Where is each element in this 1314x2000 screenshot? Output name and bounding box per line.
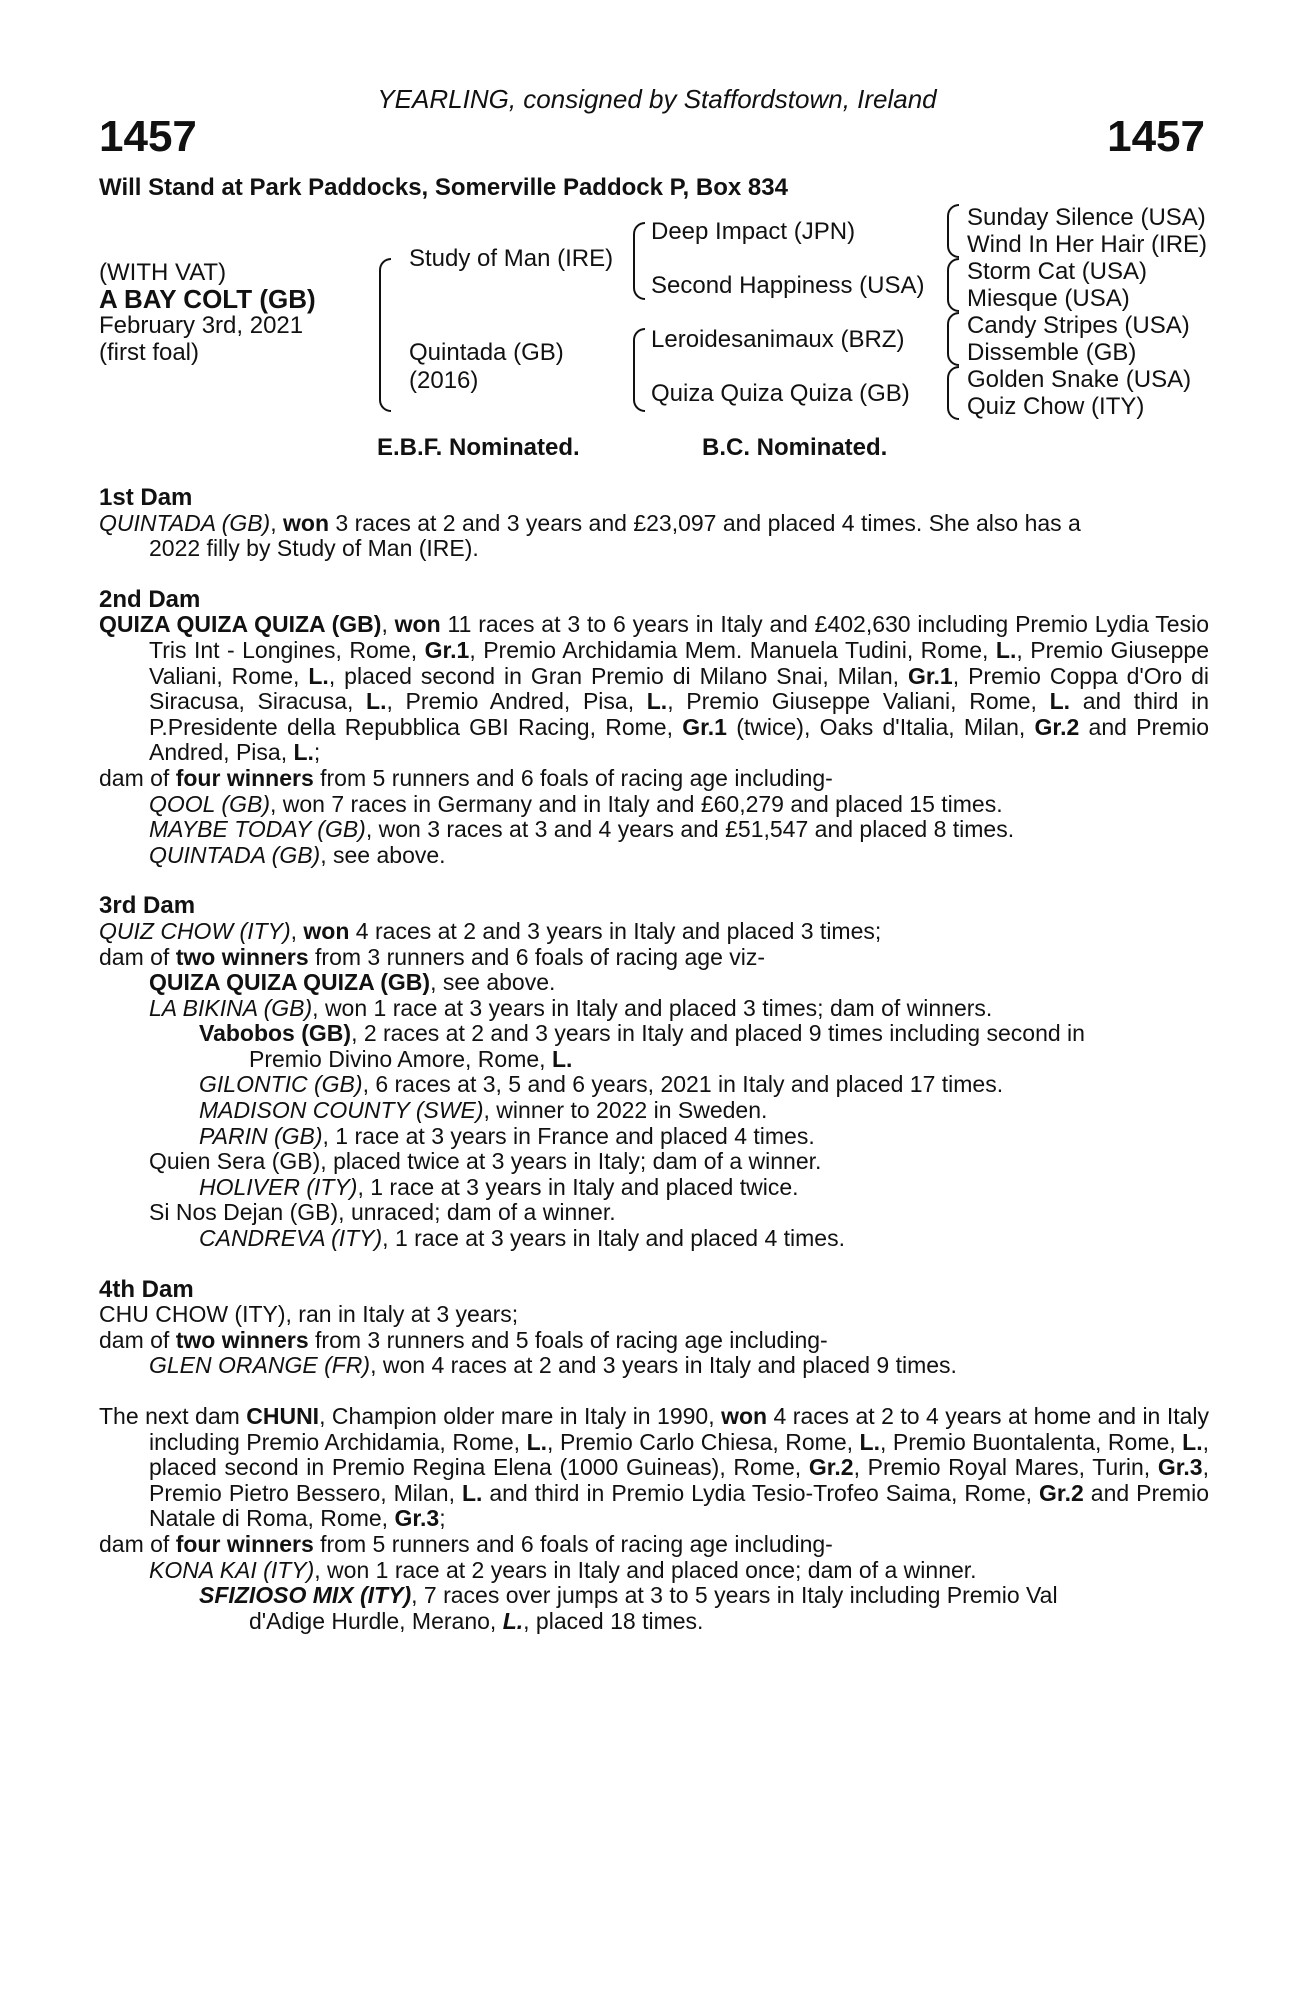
catalogue-subtitle: YEARLING, consigned by Staffordstown, Ireland — [377, 84, 937, 114]
second-dam-t10: and Premio Andred, Pisa, — [149, 713, 1209, 766]
progeny-quiza — [99, 970, 1209, 996]
progeny-gilontic-name: GILONTIC (GB) — [199, 1071, 363, 1098]
pedigree-ddd: Quiz Chow (ITY) — [967, 393, 1145, 420]
next-dam-name: CHUNI — [246, 1403, 320, 1429]
third-dam-text: 4 races at 2 and 3 years in Italy and placed 3 times; — [349, 917, 882, 944]
first-dam-won: won — [283, 509, 330, 536]
second-dam-t5: , Premio Coppa d'Oro di Siracusa, Siracusa, — [149, 662, 1209, 715]
pedigree-sire-dam: Second Happiness (USA) — [651, 272, 925, 299]
next-dam-t8: and third in Premio Lydia Tesio-Trofeo Saima, Rome, — [482, 1479, 1040, 1506]
third-dam-line: QUIZ CHOW (ITY), won 4 races at 2 and 3 years in Italy and placed 3 times; — [99, 917, 882, 944]
pedigree-ssd: Wind In Her Hair (IRE) — [967, 231, 1208, 258]
next-dam-t4: , Premio Buontalenta, Rome, — [879, 1428, 1183, 1455]
next-dam-t7: , Premio Pietro Bessero, Milan, — [149, 1454, 1209, 1506]
fourth-dam-produce — [99, 1328, 1209, 1354]
third-dam-heading: 3rd Dam — [99, 892, 196, 920]
pedigree-brace-sd — [947, 258, 959, 312]
progeny-quiza-text: , see above. — [430, 969, 556, 996]
pedigree-sds: Storm Cat (USA) — [967, 258, 1148, 285]
first-dam-heading: 1st Dam — [99, 484, 193, 511]
next-dam-won: won — [721, 1403, 768, 1429]
lot-number-left: 1457 — [99, 112, 197, 161]
progeny-candreva — [99, 1226, 1209, 1252]
pedigree-sss: Sunday Silence (USA) — [967, 204, 1206, 231]
progeny-vabobos-line2 — [99, 1047, 1209, 1073]
second-dam-l1: L. — [995, 636, 1017, 663]
progeny-si-nos-dejan: Si Nos Dejan (GB), unraced; dam of a winner. — [149, 1199, 616, 1226]
pedigree-dss: Candy Stripes (USA) — [967, 312, 1190, 339]
next-dam-t10: ; — [439, 1505, 446, 1532]
progeny-parin-text: , 1 race at 3 years in France and placed 4 times. — [322, 1122, 815, 1149]
next-dam-t6: , Premio Royal Mares, Turin, — [853, 1454, 1158, 1481]
second-dam-t9: (twice), Oaks d'Italia, Milan, — [726, 713, 1035, 740]
progeny-candreva-name: CANDREVA (ITY) — [199, 1225, 383, 1252]
pedigree-brace-ds — [947, 312, 959, 366]
second-dam-l5: L. — [1049, 688, 1071, 715]
progeny-vabobos-listed: L. — [551, 1045, 573, 1072]
progeny-quintada-text: , see above. — [320, 841, 446, 868]
bc-nomination: B.C. Nominated. — [702, 434, 888, 461]
pedigree-dam-year: (2016) — [409, 367, 479, 394]
progeny-gilontic — [99, 1072, 1209, 1098]
next-dam-record — [99, 1404, 1209, 1532]
progeny-quintada — [99, 843, 1209, 869]
second-dam-t11: ; — [313, 739, 321, 766]
third-dam-of-c: from 3 runners and 6 foals of racing age viz- — [308, 943, 766, 970]
third-dam-won: won — [303, 917, 350, 944]
next-dam-l2: L. — [859, 1428, 880, 1455]
progeny-madison-county-text: , winner to 2022 in Sweden. — [483, 1097, 768, 1124]
progeny-sfizioso-mix-name: SFIZIOSO MIX (ITY) — [199, 1582, 412, 1609]
progeny-glen-orange — [99, 1353, 1209, 1379]
next-dam-t2: 4 races at 2 to 4 years at home and in Italy including Premio Archidamia, Rome, — [149, 1403, 1209, 1455]
first-dam-line: QUINTADA (GB), won 3 races at 2 and 3 years and £23,097 and placed 4 times. She also has a — [99, 509, 1081, 536]
pedigree-brace-sire — [633, 222, 645, 300]
progeny-qool-text: , won 7 races in Germany and in Italy and £60,279 and placed 15 times. — [270, 790, 1003, 817]
second-dam-record: QUIZA QUIZA QUIZA (GB), won 11 races at 3 to 6 years in Italy and £402,630 including Premio Lydia Tesio Tris Int - Longines, Rome, Gr.1, Premio Archidamia Mem. Manuela Tudini, Rome, L., Premio Giuseppe Valiani, Rome, L., placed second in Gran Premio di Milano Snai, Milan, Gr.1, Premio Coppa d'Oro di Siracusa, Siracusa, L., Premio Andred, Pisa, L., Premio Giuseppe Valiani, Rome, L. and third in P.Presidente della Repubblica GBI Racing, Rome, Gr.1 (twice), Oaks d'Italia, Milan, Gr.2 and Premio Andred, Pisa, L.; — [99, 611, 1210, 766]
second-dam-g3: Gr.1 — [682, 713, 727, 740]
third-dam-produce — [99, 945, 1209, 971]
next-dam-g1: Gr.2 — [808, 1454, 854, 1481]
next-dam-of-c: from 5 runners and 6 foals of racing age including- — [313, 1530, 833, 1557]
progeny-sfizioso-mix — [99, 1583, 1209, 1609]
second-dam-t2: , Premio Archidamia Mem. Manuela Tudini, Rome, — [469, 636, 996, 663]
pedigree-brace-ss — [947, 204, 959, 258]
stand-location: Will Stand at Park Paddocks, Somerville Paddock P, Box 834 — [99, 174, 788, 201]
second-dam-l2: L. — [308, 662, 329, 689]
progeny-la-bikina — [99, 996, 1209, 1022]
progeny-maybe-today-name: MAYBE TODAY (GB) — [149, 816, 366, 843]
progeny-gilontic-text: , 6 races at 3, 5 and 6 years, 2021 in Italy and placed 17 times. — [362, 1071, 1004, 1098]
progeny-vabobos-text: , 2 races at 2 and 3 years in Italy and placed 9 times including second in — [351, 1020, 1085, 1047]
progeny-holiver-text: , 1 race at 3 years in Italy and placed twice. — [357, 1173, 799, 1200]
first-dam-line2: 2022 filly by Study of Man (IRE). — [149, 535, 479, 562]
second-dam-g4: Gr.2 — [1034, 713, 1080, 740]
second-dam-t1: 11 races at 3 to 6 years in Italy and £402,630 including Premio Lydia Tesio Tris Int - Longines, Rome, — [149, 611, 1210, 663]
pedigree-brace-dam — [633, 328, 645, 412]
progeny-maybe-today — [99, 817, 1209, 843]
second-dam-produce — [99, 766, 1209, 792]
progeny-candreva-text: , 1 race at 3 years in Italy and placed 4 times. — [382, 1225, 845, 1252]
next-dam-l3: L. — [1182, 1428, 1203, 1455]
progeny-maybe-today-text: , won 3 races at 3 and 4 years and £51,547 and placed 8 times. — [365, 816, 1015, 843]
third-dam-of-a: dam of — [99, 943, 176, 970]
progeny-sfizioso-mix-text3: , placed 18 times. — [523, 1607, 704, 1634]
progeny-quien-sera: Quien Sera (GB), placed twice at 3 years in Italy; dam of a winner. — [149, 1148, 822, 1175]
pedigree-sdd: Miesque (USA) — [967, 285, 1130, 312]
second-dam-t8: and third in P.Presidente della Repubblica GBI Racing, Rome, — [149, 688, 1209, 740]
second-dam-of-a: dam of — [99, 764, 176, 791]
progeny-sfizioso-mix-listed: L. — [502, 1607, 524, 1634]
fourth-dam-line: CHU CHOW (ITY), ran in Italy at 3 years; — [99, 1301, 519, 1328]
vat-note: (WITH VAT) — [99, 259, 227, 286]
second-dam-l3: L. — [366, 688, 387, 715]
progeny-kona-kai — [99, 1558, 1209, 1584]
next-dam-g3: Gr.2 — [1039, 1479, 1084, 1506]
second-dam-t4: , placed second in Gran Premio di Milano Snai, Milan, — [328, 662, 908, 689]
horse-note: (first foal) — [99, 339, 200, 366]
second-dam-won: won — [394, 611, 441, 638]
second-dam-g1: Gr.1 — [424, 636, 470, 663]
first-dam-name: QUINTADA (GB) — [99, 509, 271, 536]
progeny-quintada-name: QUINTADA (GB) — [149, 841, 321, 868]
second-dam-l4: L. — [646, 688, 668, 715]
second-dam-t3: , Premio Giuseppe Valiani, Rome, — [149, 636, 1210, 689]
dam-sections — [99, 485, 1209, 1634]
second-dam-l6: L. — [293, 739, 314, 766]
pedigree-dsd: Dissemble (GB) — [967, 339, 1137, 366]
fourth-dam-of-b: two winners — [175, 1326, 309, 1353]
progeny-quiza-name: QUIZA QUIZA QUIZA (GB) — [149, 969, 431, 996]
next-dam-of-a: dam of — [99, 1530, 176, 1557]
progeny-madison-county — [99, 1098, 1209, 1124]
lot-number-right: 1457 — [1107, 112, 1205, 161]
third-dam-of-b: two winners — [175, 943, 309, 970]
progeny-la-bikina-name: LA BIKINA (GB) — [149, 994, 313, 1021]
pedigree-dam: Quintada (GB) — [409, 339, 564, 366]
next-dam-t5: , placed second in Premio Regina Elena (1000 Guineas), Rome, — [149, 1428, 1210, 1481]
third-dam-name: QUIZ CHOW (ITY) — [99, 917, 291, 944]
second-dam-g2: Gr.1 — [907, 662, 953, 689]
next-dam-l1: L. — [526, 1428, 548, 1455]
second-dam-of-b: four winners — [175, 764, 314, 791]
ebf-nomination: E.B.F. Nominated. — [377, 434, 580, 461]
progeny-vabobos-name: Vabobos (GB) — [199, 1020, 352, 1047]
pedigree-dam-dam: Quiza Quiza Quiza (GB) — [651, 380, 910, 407]
horse-dob: February 3rd, 2021 — [99, 312, 304, 339]
second-dam-t6: , Premio Andred, Pisa, — [386, 688, 647, 715]
progeny-qool — [99, 792, 1209, 818]
progeny-madison-county-name: MADISON COUNTY (SWE) — [199, 1097, 484, 1124]
fourth-dam-of-a: dam of — [99, 1326, 176, 1353]
pedigree-dds: Golden Snake (USA) — [967, 366, 1192, 393]
fourth-dam-heading: 4th Dam — [99, 1275, 194, 1303]
next-dam-t3: , Premio Carlo Chiesa, Rome, — [547, 1428, 860, 1455]
pedigree-sire: Study of Man (IRE) — [409, 245, 614, 272]
second-dam-t7: , Premio Giuseppe Valiani, Rome, — [667, 688, 1050, 715]
second-dam-of-c: from 5 runners and 6 foals of racing age including- — [313, 764, 833, 791]
progeny-kona-kai-text: , won 1 race at 2 years in Italy and placed once; dam of a winner. — [314, 1556, 977, 1583]
pedigree-sire-sire: Deep Impact (JPN) — [651, 218, 856, 245]
next-dam-of-b: four winners — [175, 1530, 314, 1557]
horse-name: A BAY COLT (GB) — [99, 284, 316, 314]
next-dam-g2: Gr.3 — [1157, 1454, 1203, 1481]
pedigree-dam-sire: Leroidesanimaux (BRZ) — [651, 326, 905, 353]
next-dam-l4: L. — [461, 1479, 483, 1506]
progeny-glen-orange-text: , won 4 races at 2 and 3 years in Italy and placed 9 times. — [370, 1352, 957, 1379]
progeny-kona-kai-name: KONA KAI (ITY) — [149, 1556, 315, 1583]
progeny-glen-orange-name: GLEN ORANGE (FR) — [149, 1352, 371, 1379]
fourth-dam-of-c: from 3 runners and 5 foals of racing age including- — [308, 1326, 828, 1353]
next-dam-produce — [99, 1532, 1209, 1558]
next-dam-t9: and Premio Natale di Roma, Rome, — [149, 1479, 1209, 1532]
progeny-sfizioso-mix-text2: d'Adige Hurdle, Merano, — [249, 1607, 503, 1634]
progeny-sfizioso-mix-text: , 7 races over jumps at 3 to 5 years in Italy including Premio Val — [411, 1582, 1058, 1609]
second-dam-name: QUIZA QUIZA QUIZA (GB) — [99, 611, 382, 638]
progeny-vabobos — [99, 1021, 1209, 1047]
first-dam-text: 3 races at 2 and 3 years and £23,097 and placed 4 times. She also has a — [329, 509, 1081, 536]
progeny-holiver-name: HOLIVER (ITY) — [199, 1173, 358, 1200]
progeny-la-bikina-text: , won 1 race at 3 years in Italy and placed 3 times; dam of winners. — [312, 994, 993, 1021]
next-dam-g4: Gr.3 — [394, 1505, 440, 1532]
progeny-qool-name: QOOL (GB) — [149, 790, 270, 817]
pedigree-brace-main — [379, 258, 391, 412]
progeny-parin-name: PARIN (GB) — [199, 1122, 323, 1149]
progeny-vabobos-text2: Premio Divino Amore, Rome, — [249, 1045, 552, 1072]
pedigree-brace-dd — [947, 366, 959, 420]
progeny-sfizioso-mix-line2 — [99, 1609, 1209, 1635]
second-dam-heading: 2nd Dam — [99, 585, 201, 613]
next-dam-t1: , Champion older mare in Italy in 1990, — [319, 1403, 722, 1429]
progeny-holiver — [99, 1175, 1209, 1201]
progeny-parin — [99, 1124, 1209, 1150]
next-dam-t0: The next dam — [99, 1403, 247, 1429]
